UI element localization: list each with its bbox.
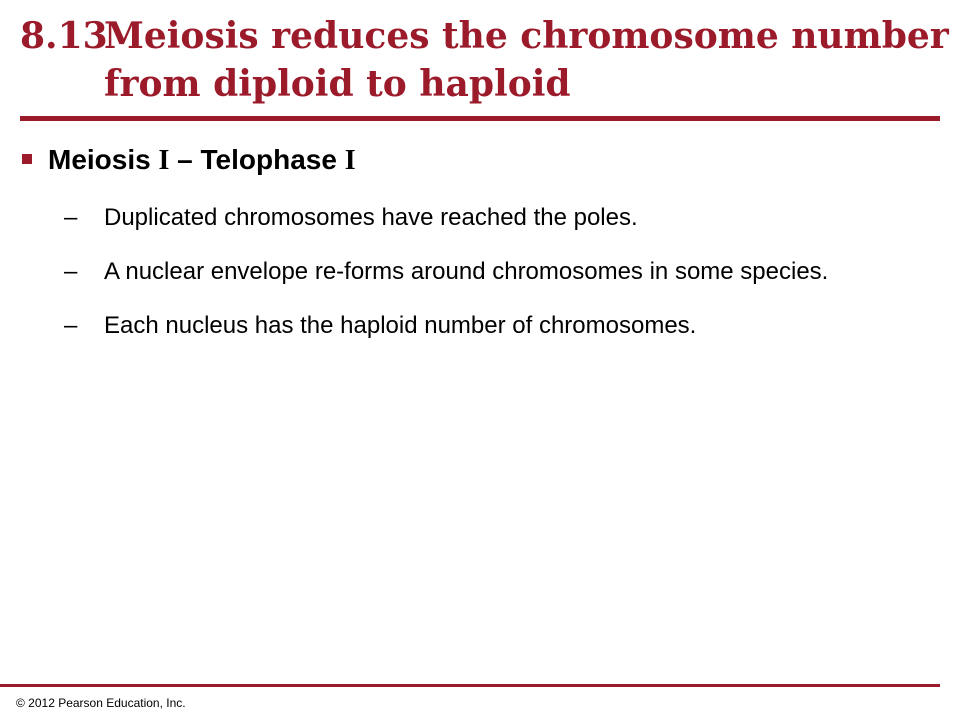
subpoint-list (64, 202, 924, 364)
subpoint-text: Duplicated chromosomes have reached the poles. (104, 204, 638, 231)
footer-divider (0, 684, 940, 687)
dash-bullet-icon: – (64, 204, 78, 231)
bullet-text-telophase: Telophase (200, 144, 345, 175)
bullet-roman-numeral-2: I (344, 145, 356, 176)
square-bullet-icon (22, 154, 32, 164)
subpoint-item (64, 310, 924, 342)
bullet-roman-numeral-1: I (158, 145, 170, 176)
section-number: 8.13 (20, 15, 108, 57)
subpoint-text: A nuclear envelope re-forms around chromosomes in some species. (104, 258, 829, 285)
bullet-text-meiosis: Meiosis (48, 144, 159, 175)
dash-bullet-icon: – (64, 258, 78, 285)
title-divider (20, 116, 940, 121)
title-line-1 (20, 12, 949, 60)
subpoint-item (64, 256, 924, 288)
title-text-line-2: from diploid to haploid (104, 63, 571, 105)
copyright-notice: © 2012 Pearson Education, Inc. (16, 696, 186, 710)
title-text-line-1: Meiosis reduces the chromosome number (104, 15, 949, 57)
bullet-separator: – (169, 144, 201, 175)
main-bullet (22, 140, 356, 181)
dash-bullet-icon: – (64, 312, 78, 339)
slide-title (20, 12, 949, 108)
subpoint-text: Each nucleus has the haploid number of chromosomes. (104, 312, 697, 339)
subpoint-item (64, 202, 924, 234)
